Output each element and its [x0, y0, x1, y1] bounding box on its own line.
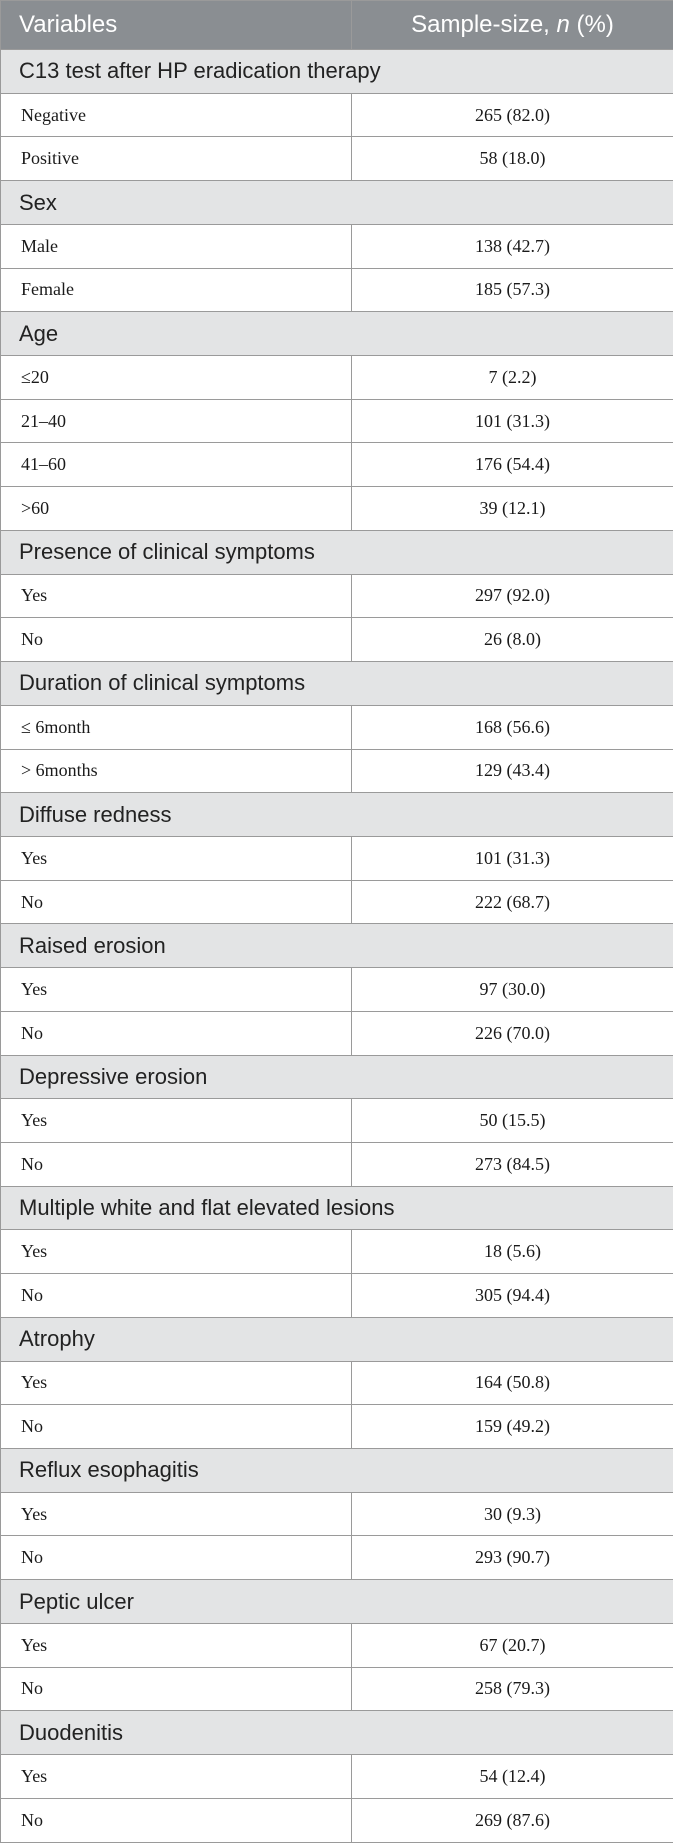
section-row: [1, 924, 673, 968]
row-label: 21–40: [1, 399, 352, 443]
table-row: [1, 443, 673, 487]
section-row: [1, 1449, 673, 1493]
row-label: ≤ 6month: [1, 705, 352, 749]
row-label: No: [1, 1274, 352, 1318]
row-label: ≤20: [1, 356, 352, 400]
row-value: 30 (9.3): [352, 1492, 673, 1536]
row-label: No: [1, 1536, 352, 1580]
table-row: [1, 1405, 673, 1449]
section-title: Duodenitis: [1, 1711, 673, 1755]
row-value: 222 (68.7): [352, 880, 673, 924]
row-value: 67 (20.7): [352, 1623, 673, 1667]
table-row: [1, 399, 673, 443]
row-label: No: [1, 1011, 352, 1055]
table-header: [1, 1, 673, 50]
section-row: [1, 50, 673, 94]
section-title: Raised erosion: [1, 924, 673, 968]
table-row: [1, 1011, 673, 1055]
table-row: [1, 1099, 673, 1143]
row-value: 159 (49.2): [352, 1405, 673, 1449]
section-row: [1, 530, 673, 574]
section-row: [1, 1186, 673, 1230]
section-title: Sex: [1, 181, 673, 225]
header-sample-size-n: n: [556, 11, 570, 38]
row-value: 7 (2.2): [352, 356, 673, 400]
section-row: [1, 181, 673, 225]
row-value: 18 (5.6): [352, 1230, 673, 1274]
section-title: Depressive erosion: [1, 1055, 673, 1099]
row-label: 41–60: [1, 443, 352, 487]
row-label: Yes: [1, 1099, 352, 1143]
table-row: [1, 1798, 673, 1842]
row-value: 297 (92.0): [352, 574, 673, 618]
row-label: Yes: [1, 836, 352, 880]
row-label: Yes: [1, 1361, 352, 1405]
section-row: [1, 1317, 673, 1361]
section-row: [1, 793, 673, 837]
row-value: 58 (18.0): [352, 137, 673, 181]
row-label: Yes: [1, 1492, 352, 1536]
section-title: Multiple white and flat elevated lesions: [1, 1186, 673, 1230]
row-label: Yes: [1, 574, 352, 618]
table-row: [1, 1361, 673, 1405]
row-label: No: [1, 880, 352, 924]
row-label: No: [1, 618, 352, 662]
table-row: [1, 1536, 673, 1580]
section-row: [1, 1580, 673, 1624]
section-row: [1, 1711, 673, 1755]
row-value: 138 (42.7): [352, 224, 673, 268]
table-row: [1, 574, 673, 618]
row-label: Negative: [1, 93, 352, 137]
table-row: [1, 1755, 673, 1799]
table-row: [1, 880, 673, 924]
section-title: C13 test after HP eradication therapy: [1, 50, 673, 94]
row-label: >60: [1, 487, 352, 531]
row-label: No: [1, 1667, 352, 1711]
header-sample-size-pct: (%): [569, 11, 614, 38]
row-value: 26 (8.0): [352, 618, 673, 662]
table-row: [1, 1274, 673, 1318]
section-row: [1, 662, 673, 706]
row-value: 97 (30.0): [352, 968, 673, 1012]
section-title: Age: [1, 312, 673, 356]
row-label: Yes: [1, 968, 352, 1012]
row-label: No: [1, 1142, 352, 1186]
row-value: 305 (94.4): [352, 1274, 673, 1318]
row-value: 176 (54.4): [352, 443, 673, 487]
table-row: [1, 1492, 673, 1536]
table-row: [1, 1230, 673, 1274]
table-row: [1, 968, 673, 1012]
row-value: 39 (12.1): [352, 487, 673, 531]
section-title: Duration of clinical symptoms: [1, 662, 673, 706]
row-value: 164 (50.8): [352, 1361, 673, 1405]
header-sample-size: [352, 1, 673, 50]
row-label: No: [1, 1405, 352, 1449]
table-row: [1, 1623, 673, 1667]
header-sample-size-text: Sample-size,: [411, 11, 557, 38]
table-row: [1, 137, 673, 181]
section-row: [1, 1055, 673, 1099]
section-title: Presence of clinical symptoms: [1, 530, 673, 574]
table-row: [1, 1667, 673, 1711]
header-variables: Variables: [1, 1, 352, 50]
section-title: Reflux esophagitis: [1, 1449, 673, 1493]
row-value: 226 (70.0): [352, 1011, 673, 1055]
table-row: [1, 705, 673, 749]
row-value: 293 (90.7): [352, 1536, 673, 1580]
row-label: Male: [1, 224, 352, 268]
row-value: 129 (43.4): [352, 749, 673, 793]
row-value: 185 (57.3): [352, 268, 673, 312]
table-row: [1, 356, 673, 400]
table-row: [1, 836, 673, 880]
table-row: [1, 268, 673, 312]
row-value: 258 (79.3): [352, 1667, 673, 1711]
row-value: 168 (56.6): [352, 705, 673, 749]
table-row: [1, 224, 673, 268]
table-row: [1, 1142, 673, 1186]
row-label: Yes: [1, 1230, 352, 1274]
row-label: > 6months: [1, 749, 352, 793]
section-row: [1, 312, 673, 356]
section-title: Atrophy: [1, 1317, 673, 1361]
row-value: 50 (15.5): [352, 1099, 673, 1143]
row-label: Yes: [1, 1755, 352, 1799]
row-label: No: [1, 1798, 352, 1842]
row-value: 273 (84.5): [352, 1142, 673, 1186]
row-label: Positive: [1, 137, 352, 181]
table-row: [1, 749, 673, 793]
row-label: Yes: [1, 1623, 352, 1667]
row-value: 265 (82.0): [352, 93, 673, 137]
row-value: 101 (31.3): [352, 399, 673, 443]
table-row: [1, 93, 673, 137]
header-row: [1, 1, 673, 50]
section-title: Peptic ulcer: [1, 1580, 673, 1624]
table-body: [1, 50, 673, 1843]
row-value: 54 (12.4): [352, 1755, 673, 1799]
row-label: Female: [1, 268, 352, 312]
section-title: Diffuse redness: [1, 793, 673, 837]
row-value: 101 (31.3): [352, 836, 673, 880]
row-value: 269 (87.6): [352, 1798, 673, 1842]
table-row: [1, 618, 673, 662]
table-row: [1, 487, 673, 531]
